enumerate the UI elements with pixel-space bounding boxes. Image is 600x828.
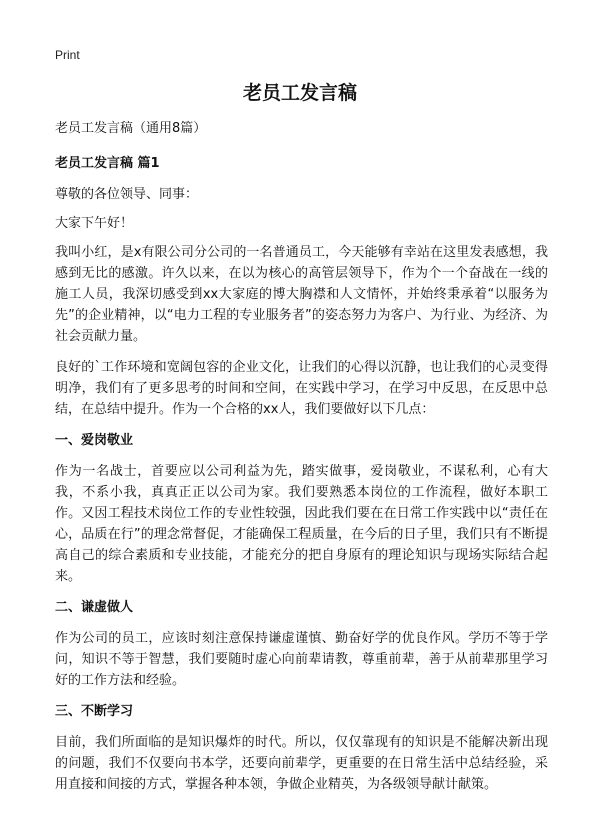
paragraph-intro: 我叫小红，是x有限公司分公司的一名普通员工，今天能够有幸站在这里发表感想，我感到无比的感激。许久以来，在以为核心的高管层领导下，作为个一个奋战在一线的施工人员，我深切感受到xx大家庭的博大胸襟和人文情怀，并始终秉承着“以服务为先”的企业精神，以“电力工程的专业服务者”的姿态努力为客户、为行业、为经济、为社会贡献力量。 (55, 245, 548, 344)
greeting: 大家下午好！ (55, 216, 134, 231)
document-subtitle: 老员工发言稿（通用8篇） (55, 121, 207, 136)
section-heading-modesty: 二、谦虚做人 (55, 600, 134, 615)
section-body-dedication: 作为一名战士，首要应以公司利益为先，踏实做事，爱岗敬业，不谋私利，心有大我，不系小我，真真正正以公司为家。我们要熟悉本岗位的工作流程，做好本职工作。又因工程技术岗位工作的专业性较强，因此我们要在在日常工作实践中以“责任在心，品质在行”的理念常督促，才能确保工程质量，在今后的日子里，我们只有不断提高自己的综合素质和专业技能，才能充分的把自身原有的理论知识与现场实际结合起来。 (55, 464, 548, 584)
section-body-learning: 目前，我们所面临的是知识爆炸的时代。所以，仅仅靠现有的知识是不能解决新出现的问题，我们不仅要向书本学，还要向前辈学，更重要的在日常生活中总结经验，采用直接和间接的方式，掌握各种本领，争做企业精英，为各级领导献计献策。 (55, 735, 548, 792)
salutation: 尊敬的各位领导、同事： (55, 187, 199, 202)
section-heading-dedication: 一、爱岗敬业 (55, 433, 134, 448)
paragraph-culture: 良好的`工作环境和宽阔包容的企业文化，让我们的心得以沉静，也让我们的心灵变得明净，我们有了更多思考的时间和空间，在实践中学习，在学习中反思，在反思中总结，在总结中提升。作为一个合格的xx人，我们要做好以下几点： (55, 360, 548, 417)
document-content (55, 118, 548, 805)
section-heading-learning: 三、不断学习 (55, 704, 134, 719)
section-body-modesty: 作为公司的员工，应该时刻注意保持谦虚谨慎、勤奋好学的优良作风。学历不等于学问，知识不等于智慧，我们要随时虚心向前辈请教，尊重前辈，善于从前辈那里学习好的工作方法和经验。 (55, 631, 548, 688)
print-label: Print (55, 48, 80, 62)
article-heading: 老员工发言稿 篇1 (55, 156, 160, 171)
document-title: 老员工发言稿 (242, 82, 357, 104)
